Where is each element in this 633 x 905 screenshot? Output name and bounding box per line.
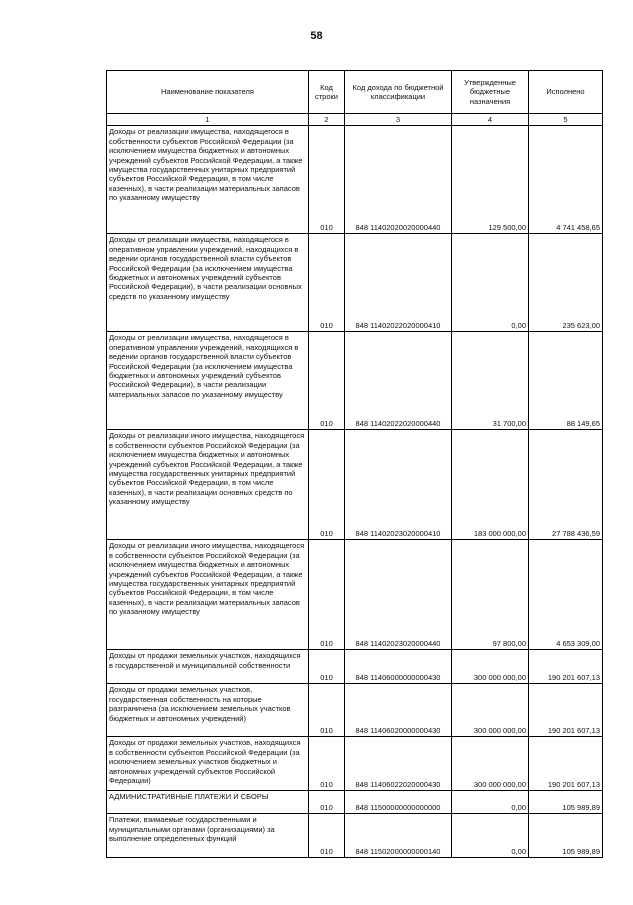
income-code: 848 11402022020000410	[345, 234, 452, 332]
income-code: 848 11402023020000410	[345, 430, 452, 540]
income-code: 848 11406022020000430	[345, 737, 452, 791]
indicator-name: Доходы от продажи земельных участков, находящихся в собственности субъектов Российской Федерации (за исключением земельных участков бюджетных и автономных учреждений субъектов Российской Федерации)	[107, 737, 309, 791]
table-row	[107, 650, 603, 684]
column-number: 5	[529, 114, 603, 126]
indicator-name: Доходы от реализации имущества, находящегося в оперативном управлении учреждений, находящихся в ведении органов государственной власти субъектов Российской Федерации (за исключением имущества бюджетных и автономных учреждений субъектов Российской Федерации), в части реализации основных средств по указанному имуществу	[107, 234, 309, 332]
approved-amount: 300 000 000,00	[452, 737, 529, 791]
executed-amount: 4 741 458,65	[529, 126, 603, 234]
approved-amount: 0,00	[452, 814, 529, 858]
table-row	[107, 684, 603, 737]
line-code: 010	[309, 430, 345, 540]
column-number-row	[107, 114, 603, 126]
approved-amount: 183 000 000,00	[452, 430, 529, 540]
indicator-name: Доходы от продажи земельных участков, государственная собственность на которые разграничена (за исключением земельных участков бюджетных и автономных учреждений)	[107, 684, 309, 737]
header-approved-budget: Утвержденные бюджетные назначения	[452, 71, 529, 114]
table-row	[107, 430, 603, 540]
line-code: 010	[309, 684, 345, 737]
line-code: 010	[309, 737, 345, 791]
executed-amount: 190 201 607,13	[529, 650, 603, 684]
line-code: 010	[309, 814, 345, 858]
line-code: 010	[309, 650, 345, 684]
approved-amount: 31 700,00	[452, 332, 529, 430]
executed-amount: 88 149,65	[529, 332, 603, 430]
line-code: 010	[309, 234, 345, 332]
approved-amount: 129 500,00	[452, 126, 529, 234]
table-row	[107, 126, 603, 234]
executed-amount: 105 989,89	[529, 814, 603, 858]
page-number: 58	[310, 30, 323, 42]
indicator-name: Доходы от реализации имущества, находящегося в собственности субъектов Российской Федерации (за исключением имущества бюджетных и автономных учреждений субъектов Российской Федерации, а также имущества государственных унитарных предприятий субъектов Российской Федерации, в том числе казенных), в части реализации материальных запасов по указанному имуществу	[107, 126, 309, 234]
column-number: 3	[345, 114, 452, 126]
income-code: 848 11406020000000430	[345, 684, 452, 737]
indicator-name: Доходы от реализации иного имущества, находящегося в собственности субъектов Российской Федерации (за исключением имущества бюджетных и автономных учреждений субъектов Российской Федерации, а также имущества государственных унитарных предприятий субъектов Российской Федерации, в том числе казенных), в части реализации основных средств по указанному имуществу	[107, 430, 309, 540]
header-line-code: Код строки	[309, 71, 345, 114]
indicator-name: АДМИНИСТРАТИВНЫЕ ПЛАТЕЖИ И СБОРЫ	[107, 791, 309, 814]
line-code: 010	[309, 791, 345, 814]
income-code: 848 11402022020000440	[345, 332, 452, 430]
table-row	[107, 737, 603, 791]
income-code: 848 11406000000000430	[345, 650, 452, 684]
executed-amount: 27 788 436,59	[529, 430, 603, 540]
executed-amount: 4 653 309,00	[529, 540, 603, 650]
income-code: 848 11402023020000440	[345, 540, 452, 650]
column-number: 4	[452, 114, 529, 126]
indicator-name: Платежи, взимаемые государственными и муниципальными органами (организациями) за выполнение определенных функций	[107, 814, 309, 858]
table-row	[107, 234, 603, 332]
header-income-code: Код дохода по бюджетной классификации	[345, 71, 452, 114]
column-number: 2	[309, 114, 345, 126]
approved-amount: 300 000 000,00	[452, 650, 529, 684]
executed-amount: 105 989,89	[529, 791, 603, 814]
line-code: 010	[309, 332, 345, 430]
approved-amount: 97 800,00	[452, 540, 529, 650]
income-code: 848 11502000000000140	[345, 814, 452, 858]
indicator-name: Доходы от продажи земельных участков, находящихся в государственной и муниципальной собственности	[107, 650, 309, 684]
header-indicator-name: Наименование показателя	[107, 71, 309, 114]
income-code: 848 11402020020000440	[345, 126, 452, 234]
line-code: 010	[309, 126, 345, 234]
executed-amount: 235 623,00	[529, 234, 603, 332]
executed-amount: 190 201 607,13	[529, 684, 603, 737]
table-row	[107, 332, 603, 430]
indicator-name: Доходы от реализации иного имущества, находящегося в собственности субъектов Российской Федерации (за исключением имущества бюджетных и автономных учреждений субъектов Российской Федерации, а также имущества государственных унитарных предприятий субъектов Российской Федерации, в том числе казенных), в части реализации материальных запасов по указанному имуществу	[107, 540, 309, 650]
approved-amount: 300 000 000,00	[452, 684, 529, 737]
header-executed: Исполнено	[529, 71, 603, 114]
income-code: 848 11500000000000000	[345, 791, 452, 814]
indicator-name: Доходы от реализации имущества, находящегося в оперативном управлении учреждений, находящихся в ведении органов государственной власти субъектов Российской Федерации (за исключением имущества бюджетных и автономных учреждений субъектов Российской Федерации), в части реализации материальных запасов по указанному имуществу	[107, 332, 309, 430]
approved-amount: 0,00	[452, 791, 529, 814]
table-row	[107, 540, 603, 650]
executed-amount: 190 201 607,13	[529, 737, 603, 791]
budget-report-table	[106, 70, 603, 858]
line-code: 010	[309, 540, 345, 650]
table-header-row	[107, 71, 603, 114]
approved-amount: 0,00	[452, 234, 529, 332]
column-number: 1	[107, 114, 309, 126]
table-row	[107, 814, 603, 858]
table-row	[107, 791, 603, 814]
